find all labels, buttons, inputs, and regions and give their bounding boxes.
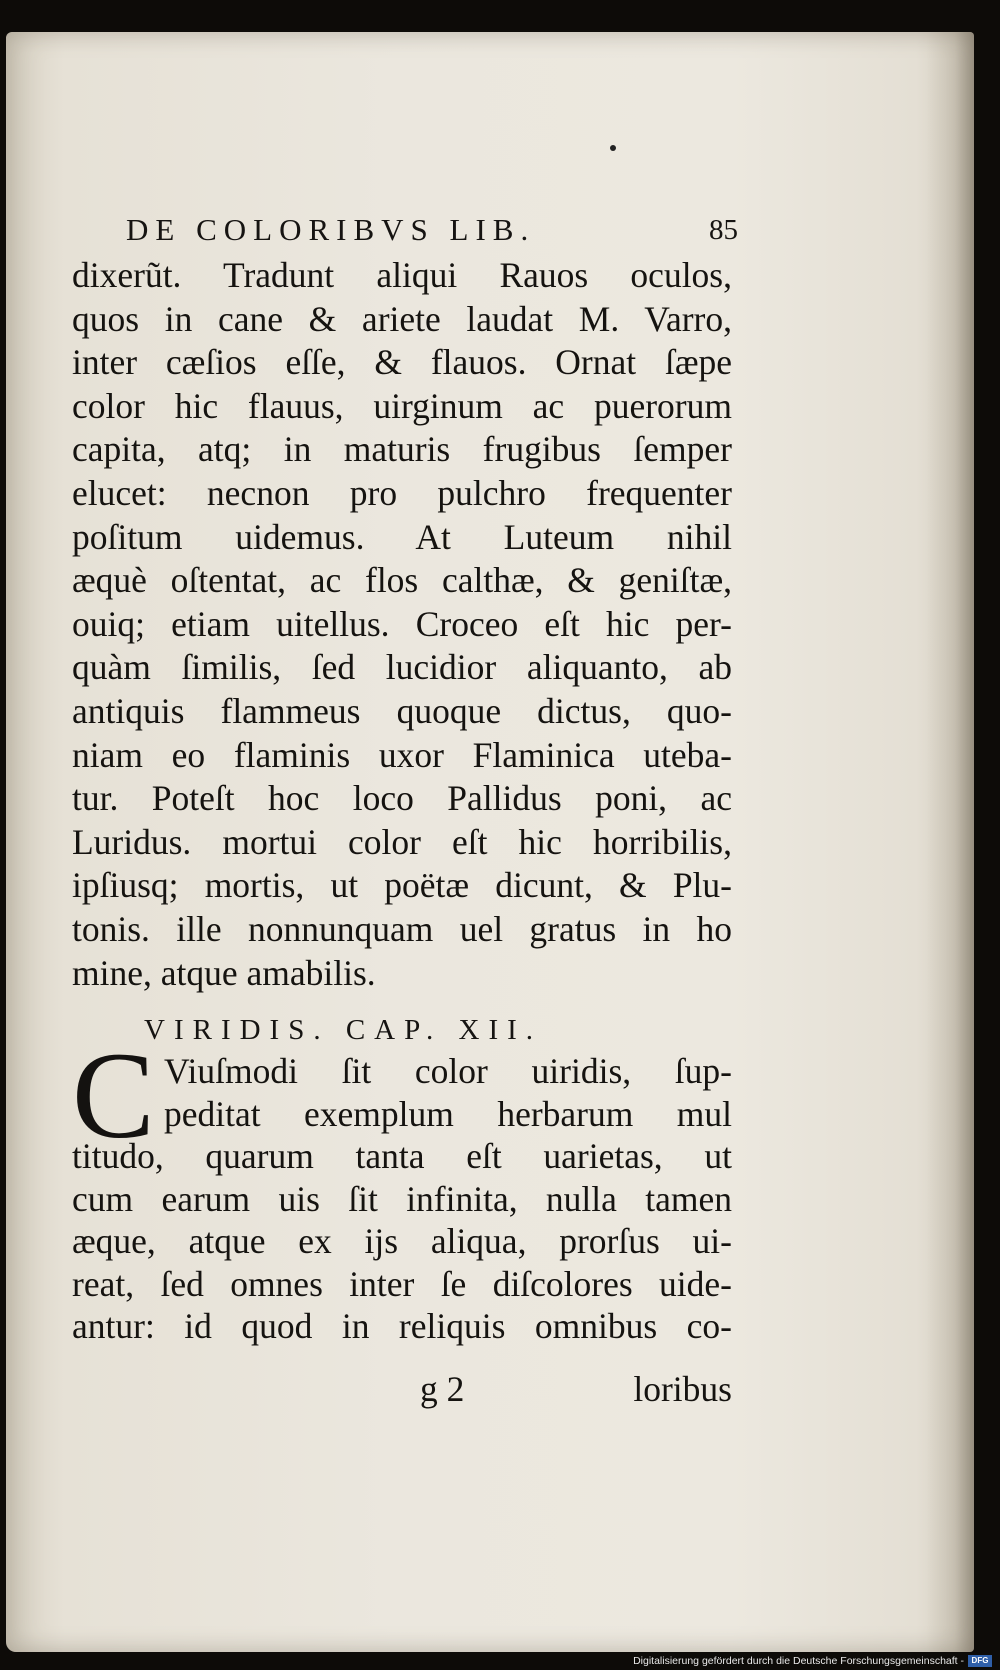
text-line: color hic flauus, uirginum ac puerorum [72,385,732,426]
ink-dot [610,145,616,151]
digitization-footer [0,1652,1000,1670]
chapter-heading: VIRIDIS. CAP. XII. [144,1014,543,1046]
page-number: 85 [709,214,738,246]
text-line: tur. Poteſt hoc loco Pallidus poni, ac [72,778,732,819]
text-line: quàm ſimilis, ſed lucidior aliquanto, ab [72,647,732,688]
text-line: Luridus. mortui color eſt hic horribilis, [72,821,732,862]
body-text [72,254,732,995]
text-line: inter cæſios eſſe, & flauos. Ornat ſæpe [72,342,732,383]
text-line: peditat exemplum herbarum mul [164,1093,732,1134]
text-line: antur: id quod in reliquis omnibus co- [72,1306,732,1346]
running-title: DE COLORIBVS LIB. [126,212,536,247]
page-edge-shadow [926,32,974,1652]
text-line: tonis. ille nonnunquam uel gratus in ho [72,908,732,949]
text-line: titudo, quarum tanta eſt uarietas, ut [72,1136,732,1176]
text-line: cum earum uis ſit infinita, nulla tamen [72,1178,732,1219]
text-line: elucet: necnon pro pulchro frequenter [72,472,732,513]
signature-mark: g 2 [420,1369,465,1409]
book-page [6,32,974,1652]
dfg-logo-icon: DFG [968,1655,992,1667]
footer-credit: Digitalisierung gefördert durch die Deutsche Forschungsgemeinschaft - [633,1655,964,1667]
text-line: capita, atq; in maturis frugibus ſemper [72,429,732,470]
text-line: quos in cane & ariete laudat M. Varro, [72,298,732,339]
text-line-last: mine, atque amabilis. [72,952,376,993]
catchword: loribus [633,1369,732,1409]
text-line: æquè oſtentat, ac flos calthæ, & geniſtæ, [72,560,732,601]
text-line: Viuſmodi ſit color uiridis, ſup- [164,1051,732,1091]
text-line: æque, atque ex ijs aliqua, prorſus ui- [72,1221,732,1261]
drop-cap: C [72,1027,155,1164]
running-head [126,207,738,253]
text-line: ouiq; etiam uitellus. Croceo eſt hic per- [72,603,732,644]
text-line: reat, ſed omnes inter ſe diſcolores uide- [72,1263,732,1304]
text-line: dixerũt. Tradunt aliqui Rauos oculos, [72,255,732,295]
text-line: ipſiusq; mortis, ut poëtæ dicunt, & Plu- [72,865,732,906]
text-line: antiquis flammeus quoque dictus, quo- [72,690,732,731]
text-line: poſitum uidemus. At Luteum nihil [72,516,732,557]
text-line: niam eo flaminis uxor Flaminica uteba- [72,734,732,775]
catch-line [72,1366,732,1412]
